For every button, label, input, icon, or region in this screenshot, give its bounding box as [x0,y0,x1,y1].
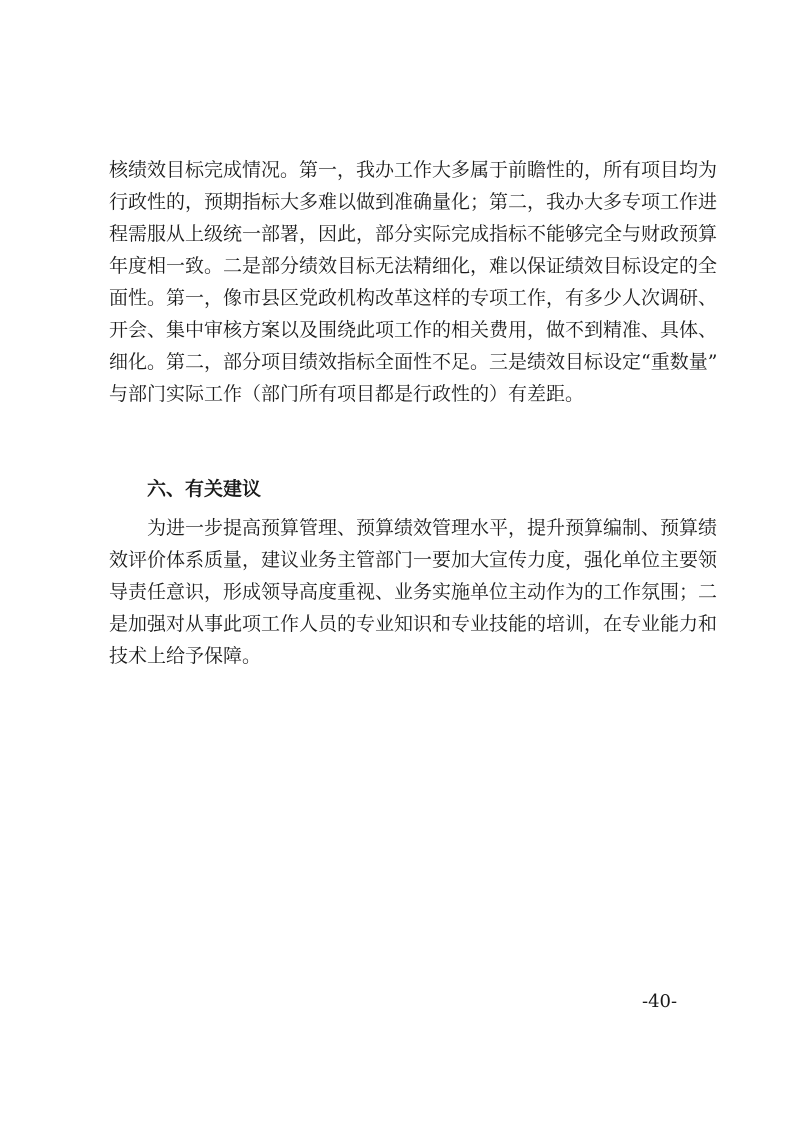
paragraph-line: 行政性的，预期指标大多难以做到准确量化；第二，我办大多专项工作进 [109,191,718,213]
paragraph-line: 面性。第一，像市县区党政机构改革这样的专项工作，有多少人次调研、 [109,287,718,309]
paragraph-line: 效评价体系质量，建议业务主管部门一要加大宣传力度，强化单位主要领 [109,549,718,571]
page-number: -40- [642,991,678,1012]
paragraph-line: 细化。第二，部分项目绩效指标全面性不足。三是绩效目标设定“重数量” [109,351,718,373]
section-heading: 六、有关建议 [147,478,262,500]
paragraph-line: 技术上给予保障。 [109,645,262,667]
paragraph-line: 是加强对从事此项工作人员的专业知识和专业技能的培训，在专业能力和 [109,613,718,635]
paragraph-line: 与部门实际工作（部门所有项目都是行政性的）有差距。 [109,383,585,405]
paragraph-line: 为进一步提高预算管理、预算绩效管理水平，提升预算编制、预算绩 [147,517,718,539]
paragraph-line: 导责任意识，形成领导高度重视、业务实施单位主动作为的工作氛围；二 [109,581,718,603]
paragraph-line: 核绩效目标完成情况。第一，我办工作大多属于前瞻性的，所有项目均为 [109,159,718,181]
paragraph-line: 年度相一致。二是部分绩效目标无法精细化，难以保证绩效目标设定的全 [109,255,718,277]
paragraph-suggestions [109,512,718,672]
paragraph-line: 开会、集中审核方案以及围绕此项工作的相关费用，做不到精准、具体、 [109,319,718,341]
paragraph-performance-issues [109,154,718,410]
paragraph-line: 程需服从上级统一部署，因此，部分实际完成指标不能够完全与财政预算 [109,223,718,245]
